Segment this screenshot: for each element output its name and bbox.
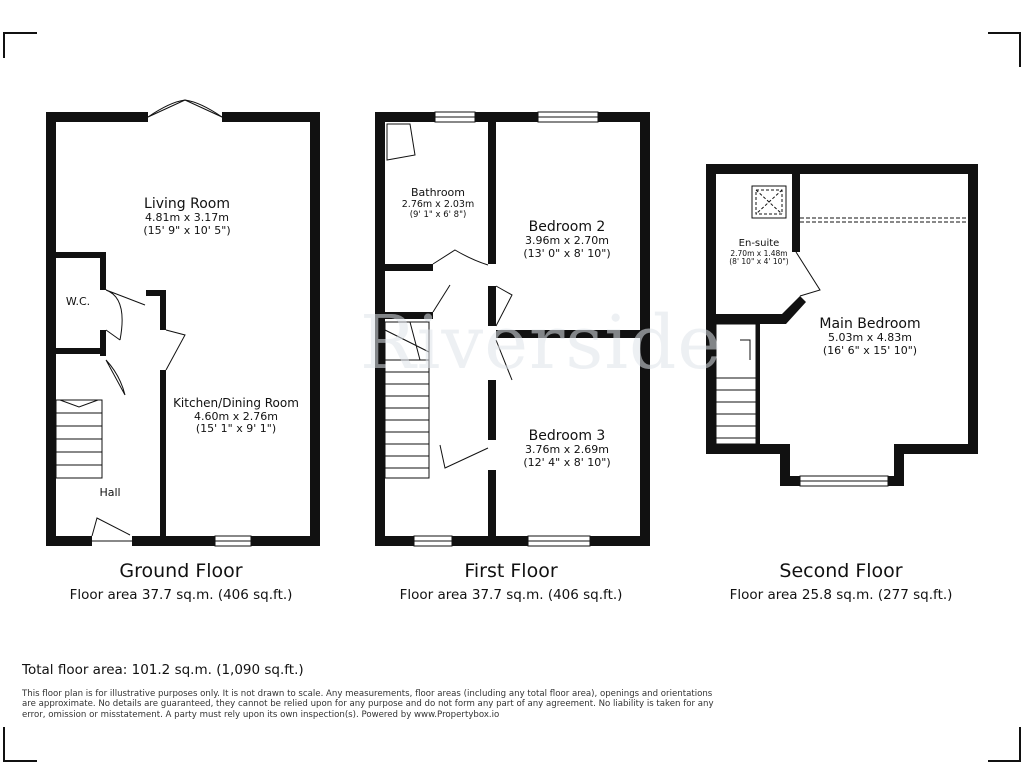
room-hall (99, 487, 120, 500)
room-dims: 5.03m x 4.83m (828, 331, 912, 345)
room-en-suite (729, 238, 788, 267)
corner-marks (4, 33, 1020, 761)
ground-stairs (56, 400, 102, 478)
second-floor-area: Floor area 25.8 sq.m. (277 sq.ft.) (729, 587, 953, 603)
room-name: Bedroom 2 (528, 219, 606, 235)
second-floor-title: Second Floor (779, 560, 903, 582)
ground-floor-area: Floor area 37.7 sq.m. (406 sq.ft.) (69, 587, 293, 603)
room-imperial: (15' 1" x 9' 1") (195, 422, 277, 436)
room-imperial: (15' 9" x 10' 5") (143, 223, 231, 237)
room-living-room (143, 196, 230, 237)
room-name: En-suite (738, 238, 780, 249)
ground-floor-title: Ground Floor (119, 560, 243, 582)
skylight (752, 186, 786, 218)
room-dims: 2.70m x 1.48m (730, 248, 788, 258)
room-imperial: (9' 1" x 6' 8") (409, 209, 467, 220)
room-imperial: (8' 10" x 4' 10") (729, 257, 789, 267)
room-bedroom-2 (523, 219, 610, 260)
disclaimer: This floor plan is for illustrative purposes only. It is not drawn to scale. Any measurements, floor areas (including any total floor area), openings and orientations are approximate. No details are guaranteed, they cannot be relied upon for any purpose and do not form any part of any agreement. No liability is taken for any error, omission or misstatement. A party must rely upon its own inspection(s). Powered by www.Propertybox.io (22, 689, 714, 720)
room-dims: 3.96m x 2.70m (525, 234, 609, 248)
room-bathroom (402, 187, 474, 220)
room-name: Main Bedroom (819, 316, 921, 332)
room-name: W.C. (65, 295, 91, 308)
room-name: Hall (99, 486, 121, 499)
room-main-bedroom (819, 316, 920, 357)
room-name: Living Room (144, 196, 230, 212)
total-floor-area: Total floor area: 101.2 sq.m. (1,090 sq.ft.) (22, 662, 304, 678)
watermark: Riverside (360, 300, 723, 386)
room-name: Bathroom (410, 186, 466, 199)
room-dims: 4.60m x 2.76m (194, 409, 278, 423)
room-imperial: (16' 6" x 15' 10") (822, 343, 918, 357)
room-name: Kitchen/Dining Room (173, 396, 299, 410)
room-imperial: (13' 0" x 8' 10") (523, 246, 611, 260)
first-floor-title: First Floor (464, 560, 558, 582)
room-dims: 2.76m x 2.03m (401, 198, 475, 210)
ground-floor-plan (46, 100, 320, 546)
room-wc (66, 296, 90, 309)
room-dims: 3.76m x 2.69m (525, 443, 609, 457)
room-kitchen-dining (173, 397, 299, 436)
room-bedroom-3 (523, 428, 610, 469)
room-dims: 4.81m x 3.17m (145, 211, 229, 225)
french-doors (148, 100, 222, 117)
room-imperial: (12' 4" x 8' 10") (523, 455, 611, 469)
room-name: Bedroom 3 (528, 428, 606, 444)
first-floor-area: Floor area 37.7 sq.m. (406 sq.ft.) (399, 587, 623, 603)
